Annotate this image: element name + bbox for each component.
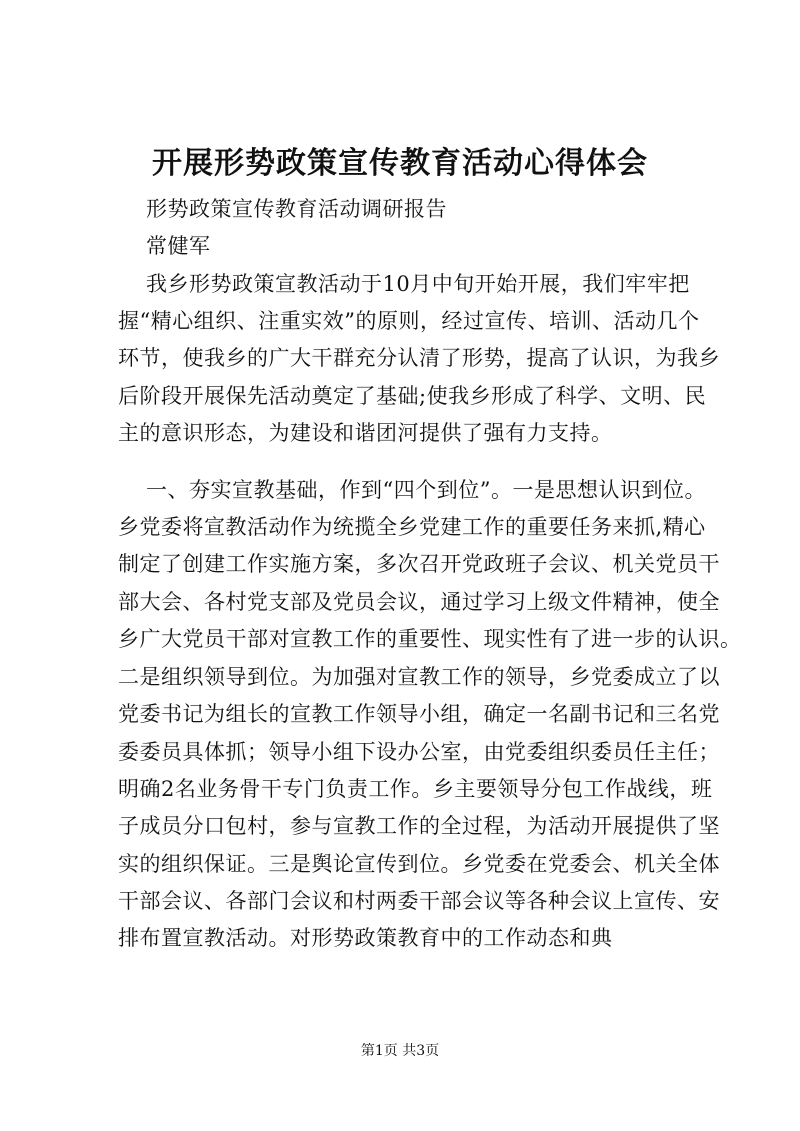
body-line: 子成员分口包村，参与宣教工作的全过程，为活动开展提供了坚 [118, 814, 720, 838]
body-line: 环节，使我乡的广大干群充分认清了形势，提高了认识，为我乡 [118, 346, 720, 370]
body-line: 制定了创建工作实施方案，多次召开党政班子会议、机关党员干 [118, 552, 720, 576]
body-line: 主的意识形态，为建设和谐团河提供了强有力支持。 [118, 421, 613, 445]
body-line: 乡广大党员干部对宣教工作的重要性、现实性有了进一步的认识。 [118, 627, 742, 651]
body-line: 排布置宣教活动。对形势政策教育中的工作动态和典 [118, 926, 613, 950]
body-line: 后阶段开展保先活动奠定了基础;使我乡形成了科学、文明、民 [118, 384, 707, 408]
body-line: 部大会、各村党支部及党员会议，通过学习上级文件精神，使全 [118, 590, 720, 614]
body-line: 一、夯实宣教基础，作到“四个到位”。一是思想认识到位。 [146, 478, 706, 502]
page-footer: 第1页 共3页 [360, 1043, 440, 1059]
body-line: 握“精心组织、注重实效”的原则，经过宣传、培训、活动几个 [118, 309, 700, 333]
body-line: 实的组织保证。三是舆论宣传到位。乡党委在党委会、机关全体 [118, 852, 720, 876]
body-line: 明确2名业务骨干专门负责工作。乡主要领导分包工作战线，班 [118, 777, 713, 801]
subtitle-line: 形势政策宣传教育活动调研报告 [146, 197, 447, 221]
author-line: 常健军 [146, 234, 211, 258]
body-line: 干部会议、各部门会议和村两委干部会议等各种会议上宣传、安 [118, 889, 720, 913]
body-line: 二是组织领导到位。为加强对宣教工作的领导，乡党委成立了以 [118, 665, 720, 689]
body-line: 委委员具体抓；领导小组下设办公室，由党委组织委员任主任； [118, 740, 720, 764]
body-line: 乡党委将宣教活动作为统揽全乡党建工作的重要任务来抓,精心 [118, 515, 706, 539]
body-line: 党委书记为组长的宣教工作领导小组，确定一名副书记和三名党 [118, 702, 720, 726]
document-title: 开展形势政策宣传教育活动心得体会 [152, 146, 648, 181]
body-line: 我乡形势政策宣教活动于10月中旬开始开展，我们牢牢把 [146, 272, 690, 296]
